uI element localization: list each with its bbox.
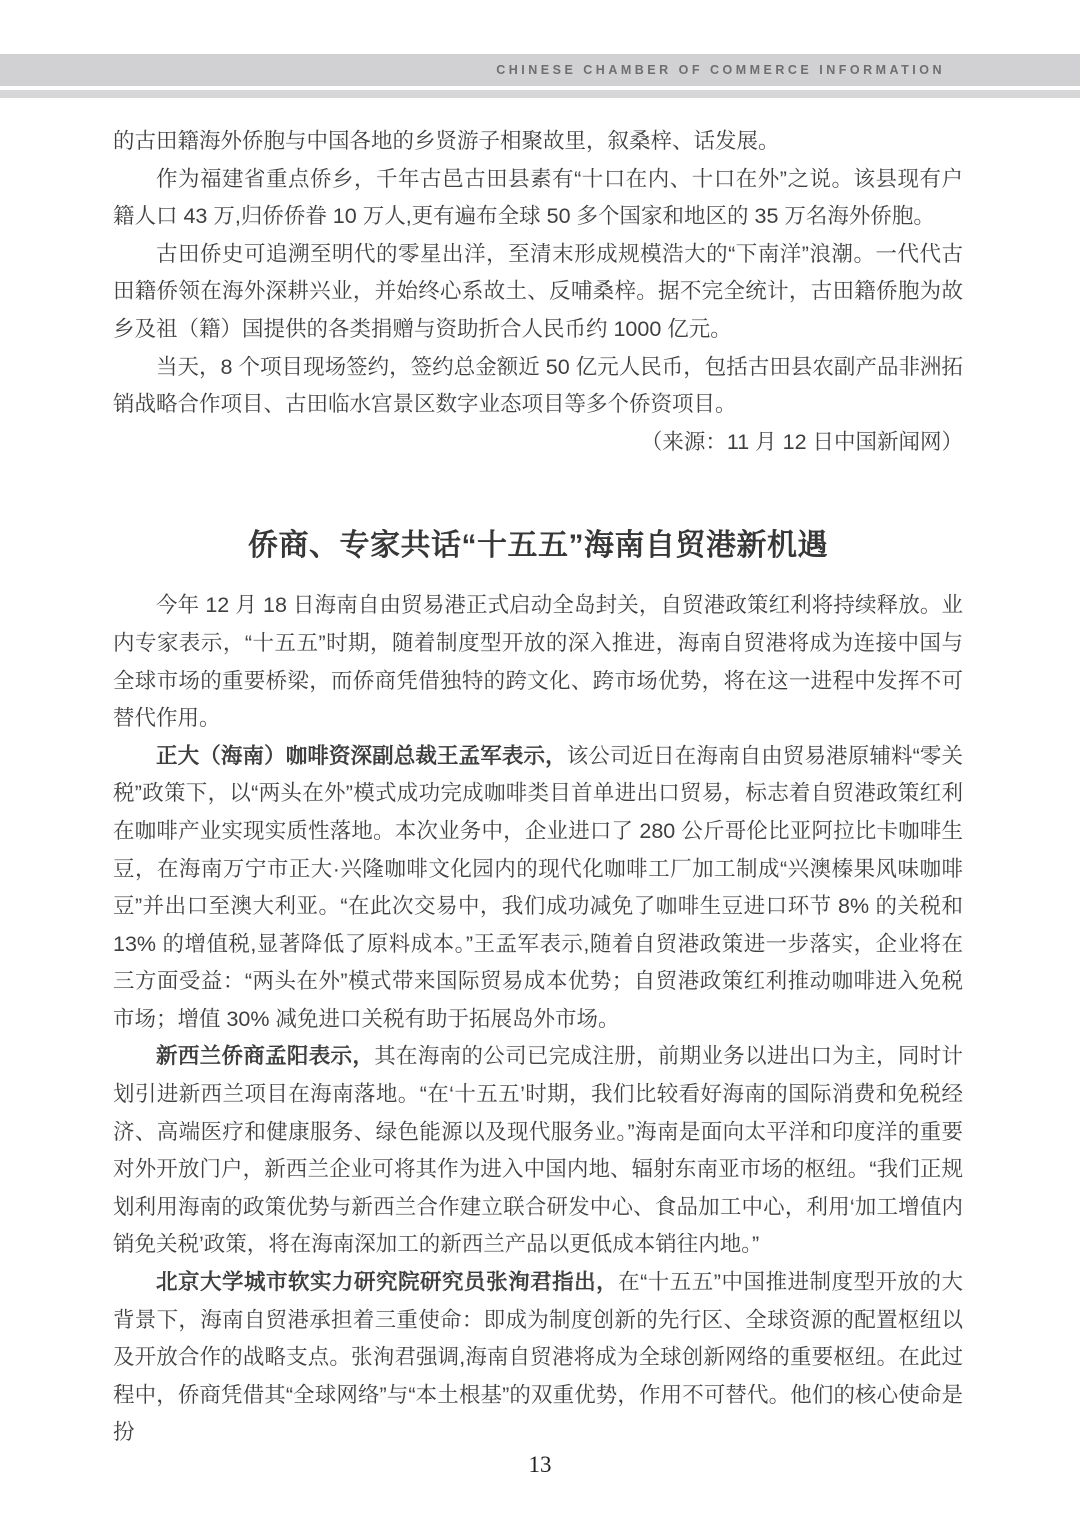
paragraph-text: 其在海南的公司已完成注册，前期业务以进出口为主，同时计划引进新西兰项目在海南落地。“在‘十五五’时期，我们比较看好海南的国际消费和免税经济、高端医疗和健康服务、绿色能源以及现代服务业。”海南是面向太平洋和印度洋的重要对外开放门户，新西兰企业可将其作为进入中国内地、辐射东南亚市场的枢纽。“我们正规划利用海南的政策优势与新西兰合作建立联合研发中心、食品加工中心，利用‘加工增值内销免关税’政策，将在海南深加工的新西兰产品以更低成本销往内地。” (113, 1044, 963, 1257)
header-band (0, 54, 1080, 86)
paragraph: 的古田籍海外侨胞与中国各地的乡贤游子相聚故里，叙桑梓、话发展。 (113, 129, 780, 153)
paragraph (113, 587, 963, 737)
header-band-thin (0, 90, 1080, 98)
paragraph (113, 738, 963, 1039)
paragraph-text: 该公司近日在海南自由贸易港原辅料“零关税”政策下，以“两头在外”模式成功完成咖啡类目首单进出口贸易，标志着自贸港政策红利在咖啡产业实现实质性落地。本次业务中，企业进口了 280 公斤哥伦比亚阿拉比卡咖啡生豆，在海南万宁市正大·兴隆咖啡文化园内的现代化咖啡工厂加工制成“兴澳榛果风味咖啡豆”并出口至澳大利亚。“在此次交易中，我们成功减免了咖啡生豆进口环节 8% 的关税和 13% 的增值税,显著降低了原料成本。”王孟军表示,随着自贸港政策进一步落实，企业将在三方面受益：“两头在外”模式带来国际贸易成本优势；自贸港政策红利推动咖啡进入免税市场；增值 30% 减免进口关税有助于拓展岛外市场。 (113, 743, 963, 1031)
paragraph (113, 1264, 963, 1452)
paragraph: 当天，8 个项目现场签约，签约总金额近 50 亿元人民币，包括古田县农副产品非洲拓销战略合作项目、古田临水宫景区数字业态项目等多个侨资项目。 (113, 354, 963, 417)
page-content (113, 123, 963, 1452)
header-banner-text: CHINESE CHAMBER OF COMMERCE INFORMATION (496, 63, 945, 77)
paragraph: 古田侨史可追溯至明代的零星出洋，至清末形成规模浩大的“下南洋”浪潮。一代代古田籍侨领在海外深耕兴业，并始终心系故土、反哺桑梓。据不完全统计，古田籍侨胞为故乡及祖（籍）国提供的各类捐赠与资助折合人民币约 1000 亿元。 (113, 241, 963, 341)
article-hainan-free-trade-port (113, 525, 963, 1452)
article-title: 侨商、专家共话“十五五”海南自贸港新机遇 (248, 529, 828, 563)
speaker-name-mengyang: 新西兰侨商孟阳表示， (156, 1044, 375, 1069)
article-gutian-overseas-chinese (113, 123, 963, 461)
page-footer (0, 1452, 1080, 1478)
page-number: 13 (528, 1452, 552, 1477)
paragraph-text: 在“十五五”中国推进制度型开放的大背景下，海南自贸港承担着三重使命：即成为制度创新的先行区、全球资源的配置枢纽以及开放合作的战略支点。张洵君强调,海南自贸港将成为全球创新网络的重要枢纽。在此过程中，侨商凭借其“全球网络”与“本土根基”的双重优势，作用不可替代。他们的核心使命是扮 (113, 1270, 963, 1445)
paragraph-text: 今年 12 月 18 日海南自由贸易港正式启动全岛封关，自贸港政策红利将持续释放。业内专家表示，“十五五”时期，随着制度型开放的深入推进，海南自贸港将成为连接中国与全球市场的重要桥梁，而侨商凭借独特的跨文化、跨市场优势，将在这一进程中发挥不可替代作用。 (113, 593, 963, 731)
paragraph: 作为福建省重点侨乡，千年古邑古田县素有“十口在内、十口在外”之说。该县现有户籍人口 43 万,归侨侨眷 10 万人,更有遍布全球 50 多个国家和地区的 35 万名海外侨胞。 (113, 166, 963, 229)
speaker-name-zhangxunjun: 北京大学城市软实力研究院研究员张洵君指出， (156, 1270, 619, 1295)
speaker-name-wangmengjun: 正大（海南）咖啡资深副总裁王孟军表示， (156, 743, 567, 768)
paragraph (113, 1038, 963, 1264)
source-line: （来源：11 月 12 日中国新闻网） (640, 429, 963, 454)
